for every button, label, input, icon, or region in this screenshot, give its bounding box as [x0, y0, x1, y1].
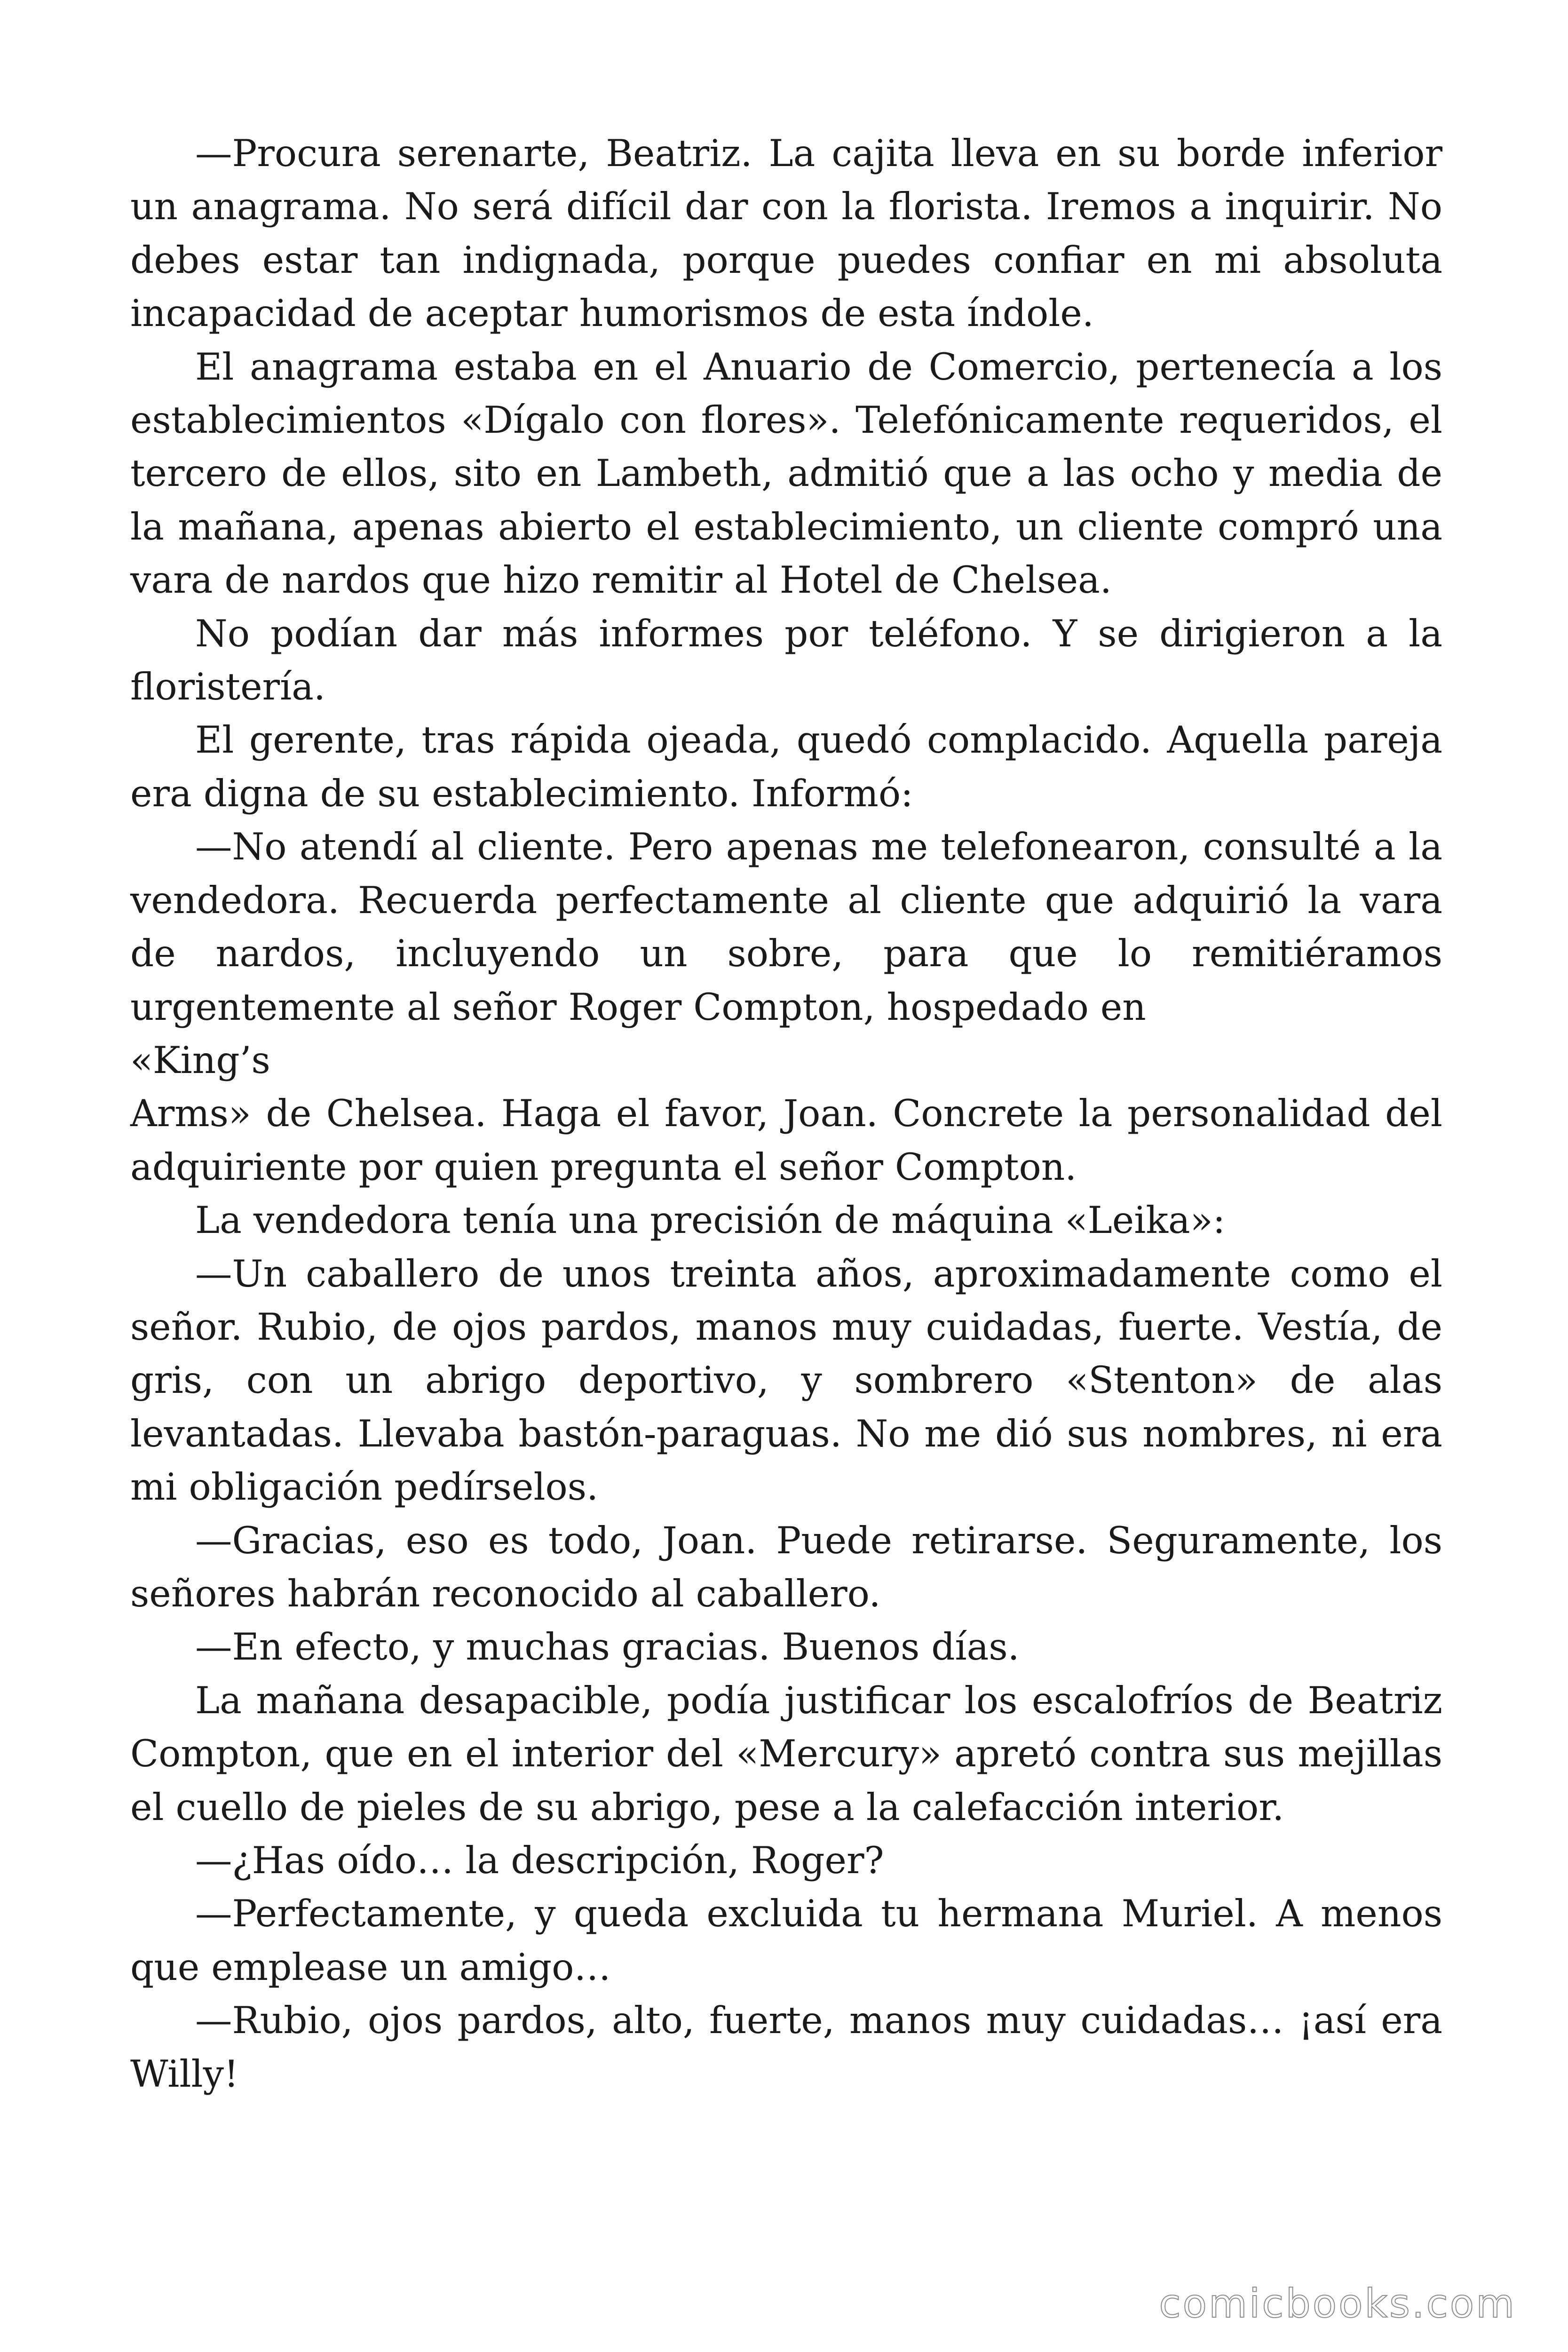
paragraph: La mañana desapacible, podía justificar los escalofríos de Beatriz Compton, que en el interior del «Mercury» apretó contra sus mejillas el cuello de pieles de su abrigo, pese a la calefacción interior.: [130, 1678, 1442, 1829]
paragraph: No podían dar más informes por teléfono. Y se dirigieron a la floristería.: [130, 612, 1442, 709]
paragraph: El anagrama estaba en el Anuario de Comercio, pertenecía a los establecimientos «Dígalo con flores». Telefónicamente requeridos, el tercero de ellos, sito en Lambeth, admitió que a las ocho y media de la mañana, apenas abierto el establecimiento, un cliente compró una vara de nardos que hizo remitir al Hotel de Chelsea.: [130, 345, 1442, 602]
paragraph: —Un caballero de unos treinta años, aproximadamente como el señor. Rubio, de ojos pardos, manos muy cuidadas, fuerte. Vestía, de gris, con un abrigo deportivo, y sombrero «Stenton» de alas levantadas. Llevaba bastón-paraguas. No me dió sus nombres, ni era mi obligación pedírselos.: [130, 1252, 1442, 1509]
paragraph: —Gracias, eso es todo, Joan. Puede retirarse. Seguramente, los señores habrán reconocido al caballero.: [130, 1518, 1442, 1615]
paragraph: La vendedora tenía una precisión de máquina «Leika»:: [195, 1199, 1226, 1242]
paragraph: —Rubio, ojos pardos, alto, fuerte, manos muy cuidadas… ¡así era Willy!: [130, 1999, 1442, 2096]
paragraph: —En efecto, y muchas gracias. Buenos días.: [195, 1625, 1020, 1669]
paragraph: —Procura serenarte, Beatriz. La cajita lleva en su borde inferior un anagrama. No será difícil dar con la florista. Iremos a inquirir. No debes estar tan indignada, porque puedes confiar en mi absoluta incapacidad de aceptar humorismos de esta índole.: [130, 132, 1442, 335]
paragraph: El gerente, tras rápida ojeada, quedó complacido. Aquella pareja era digna de su establecimiento. Informó:: [130, 718, 1442, 815]
paragraph: Arms» de Chelsea. Haga el favor, Joan. Concrete la personalidad del adquiriente por quien pregunta el señor Compton.: [130, 1092, 1442, 1189]
paragraph: «King’s: [130, 1038, 270, 1082]
watermark: comicbooks.com: [1159, 2280, 1516, 2327]
body-text: [130, 127, 1442, 2101]
paragraph: —No atendí al cliente. Pero apenas me telefonearon, consulté a la vendedora. Recuerda perfectamente al cliente que adquirió la vara de nardos, incluyendo un sobre, para que lo remitiéramos urgentemente al señor Roger Compton, hospedado en: [130, 825, 1442, 1029]
paragraph: —¿Has oído… la descripción, Roger?: [195, 1839, 884, 1882]
paragraph: —Perfectamente, y queda excluida tu hermana Muriel. A menos que emplease un amigo…: [130, 1892, 1442, 1989]
